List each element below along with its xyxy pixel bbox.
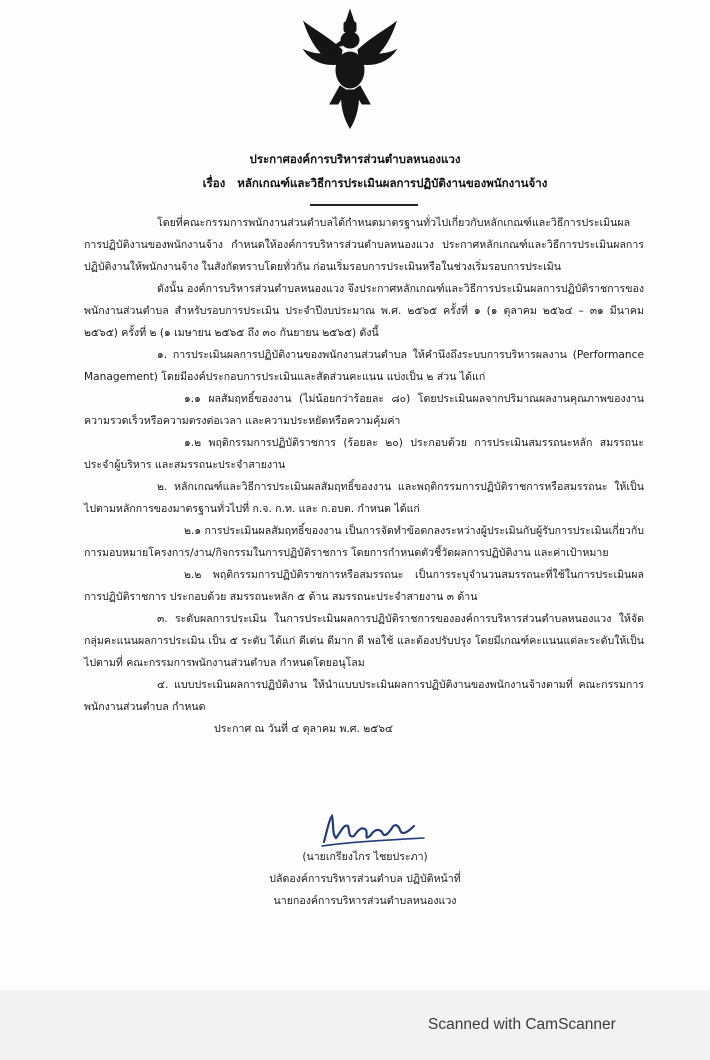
announcement-title: ประกาศองค์การบริหารส่วนตำบลหนองแวง (249, 152, 461, 166)
paragraph-declaration: ดังนั้น องค์การบริหารส่วนตำบลหนองแวง จึงประกาศหลักเกณฑ์และวิธีการประเมินผลการปฏิบัติราชการของพนักงานส่วนตำบล สำหรับรอบการประเมิน ประจำปีงบประมาณ พ.ศ. ๒๕๖๕ ครั้งที่ ๑ (๑ ตุลาคม ๒๕๖๔ – ๓๑ มีนาคม ๒๕๖๕) ครั้งที่ ๒ (๑ เมษายน ๒๕๖๕ ถึง ๓๐ กันยายน ๒๕๖๕) ดังนี้ (84, 283, 644, 339)
announcement-subject (20, 175, 710, 193)
announcement-body (84, 212, 644, 740)
paragraph-preamble: โดยที่คณะกรรมการพนักงานส่วนตำบลได้กำหนดมาตรฐานทั่วไปเกี่ยวกับหลักเกณฑ์และวิธีการประเมินผลการปฏิบัติงานของพนักงานจ้าง กำหนดให้องค์การบริหารส่วนตำบลหนองแวง ประกาศหลักเกณฑ์และวิธีการประเมินผลการปฏิบัติงานให้พนักงานจ้าง ในสังกัดทราบโดยทั่วกัน ก่อนเริ่มรอบการประเมินหรือในช่วงเริ่มรอบการประเมิน (84, 217, 644, 273)
signatory-office: นายกองค์การบริหารส่วนตำบลหนองแวง (273, 895, 457, 907)
announcement-date: ประกาศ ณ วันที่ ๔ ตุลาคม พ.ศ. ๒๕๖๔ (214, 723, 393, 735)
title-divider (310, 204, 418, 206)
signatory-position: ปลัดองค์การบริหารส่วนตำบล ปฏิบัติหน้าที่ (269, 873, 461, 885)
clause-1: ๑. การประเมินผลการปฏิบัติงานของพนักงานส่วนตำบล ให้คำนึงถึงระบบการบริหารผลงาน (Performance Management) โดยมีองค์ประกอบการประเมินและสัดส่วนคะแนน แบ่งเป็น ๒ ส่วน ได้แก่ (84, 349, 644, 383)
subject-label: เรื่อง (202, 176, 226, 190)
subject-text: หลักเกณฑ์และวิธีการประเมินผลการปฏิบัติงานของพนักงานจ้าง (237, 176, 548, 190)
clause-1-1: ๑.๑ ผลสัมฤทธิ์ของงาน (ไม่น้อยกว่าร้อยละ ๘๐) โดยประเมินผลจากปริมาณผลงานคุณภาพของงาน ความรวดเร็วหรือความตรงต่อเวลา และความประหยัดหรือความคุ้มค่า (84, 393, 644, 427)
handwritten-signature-icon (318, 812, 428, 848)
camscanner-watermark: Scanned with CamScanner (428, 1016, 616, 1033)
garuda-emblem-icon (300, 8, 400, 130)
clause-1-2: ๑.๒ พฤติกรรมการปฏิบัติราชการ (ร้อยละ ๒๐) ประกอบด้วย การประเมินสมรรถนะหลัก สมรรถนะประจำผู้บริหาร และสมรรถนะประจำสายงาน (84, 437, 644, 471)
clause-2-2: ๒.๒ พฤติกรรมการปฏิบัติราชการหรือสมรรถนะ เป็นการระบุจำนวนสมรรถนะที่ใช้ในการประเมินผลการปฏิบัติราชการ ประกอบด้วย สมรรถนะหลัก ๕ ด้าน สมรรถนะประจำสายงาน ๓ ด้าน (84, 569, 644, 603)
clause-4: ๔. แบบประเมินผลการปฏิบัติงาน ให้นำแบบประเมินผลการปฏิบัติงานของพนักงานจ้างตามที่ คณะกรรมการพนักงานส่วนตำบล กำหนด (84, 679, 644, 713)
clause-3: ๓. ระดับผลการประเมิน ในการประเมินผลการปฏิบัติราชการขององค์การบริหารส่วนตำบลหนองแวง ให้จัดกลุ่มคะแนนผลการประเมิน เป็น ๕ ระดับ ได้แก่ ดีเด่น ดีมาก ดี พอใช้ และต้องปรับปรุง โดยมีเกณฑ์คะแนนแต่ละระดับให้เป็นไปตามที่ คณะกรรมการพนักงานส่วนตำบล กำหนดโดยอนุโลม (84, 613, 644, 669)
signatory-name: (นายเกรียงไกร ไชยประภา) (302, 851, 428, 863)
signature-block (240, 846, 490, 912)
clause-2-1: ๒.๑ การประเมินผลสัมฤทธิ์ของงาน เป็นการจัดทำข้อตกลงระหว่างผู้ประเมินกับผู้รับการประเมินเกี่ยวกับการมอบหมายโครงการ/งาน/กิจกรรมในการปฏิบัติราชการ โดยการกำหนดตัวชี้วัดผลการปฏิบัติงาน และค่าเป้าหมาย (84, 525, 644, 559)
clause-2: ๒. หลักเกณฑ์และวิธีการประเมินผลสัมฤทธิ์ของงาน และพฤติกรรมการปฏิบัติราชการหรือสมรรถนะ ให้เป็นไปตามหลักการของมาตรฐานทั่วไปที่ ก.จ. ก.ท. และ ก.อบต. กำหนด ได้แก่ (84, 481, 644, 515)
